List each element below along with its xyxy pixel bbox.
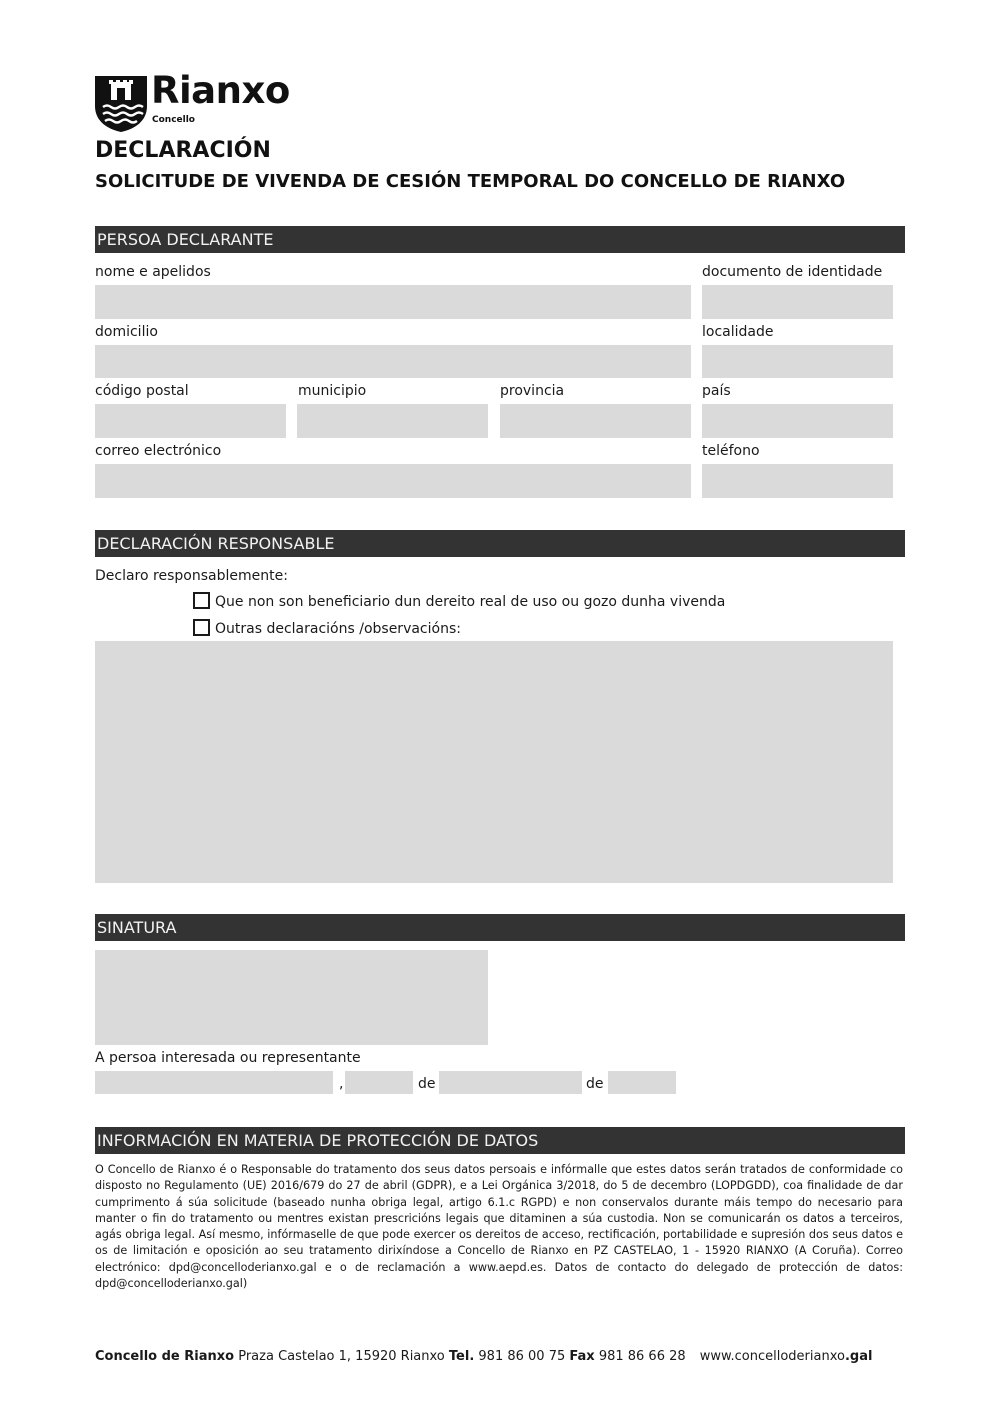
id-document-field[interactable] [702,285,893,319]
label-locality: localidade [702,324,774,340]
date-de-1: de [418,1076,436,1092]
signature-day-field[interactable] [345,1071,413,1094]
date-de-2: de [586,1076,604,1092]
label-country: país [702,383,731,399]
footer-fax-label: Fax [569,1349,595,1364]
logo-wordmark: Rianxo [151,69,290,112]
signature-place-field[interactable] [95,1071,333,1094]
province-field[interactable] [500,404,691,438]
postal-code-field[interactable] [95,404,286,438]
name-field[interactable] [95,285,691,319]
signature-box[interactable] [95,950,488,1045]
rianxo-shield-logo-icon [95,76,147,132]
label-email: correo electrónico [95,443,222,459]
label-phone: teléfono [702,443,760,459]
document-title: DECLARACIÓN [95,138,271,163]
observations-textarea[interactable] [95,641,893,883]
footer-fax: 981 86 66 28 [598,1349,686,1364]
checkbox-not-beneficiary[interactable] [193,592,210,609]
option-not-beneficiary-label: Que non son beneficiario dun dereito real de uso ou gozo dunha vivenda [215,594,726,610]
footer-contact [95,1349,872,1364]
municipality-field[interactable] [297,404,488,438]
date-comma: , [339,1076,344,1092]
logo-subtitle: Concello [152,115,195,125]
signer-label: A persoa interesada ou representante [95,1050,361,1066]
section-header-signature: SINATURA [95,914,905,941]
section-header-privacy: INFORMACIÓN EN MATERIA DE PROTECCIÓN DE DATOS [95,1127,905,1154]
email-field[interactable] [95,464,691,498]
privacy-notice-text: O Concello de Rianxo é o Responsable do tratamento dos seus datos persoais e infórmalle que estes datos serán tratados de conformidade co disposto no Regulamento (UE) 2016/679 do 27 de abril (GDPR), e a Lei Orgánica 3/2018, do 5 de decembro (LOPDGDD), coa finalidade de dar cumprimento á súa solicitude (baseado nunha obriga legal, artigo 6.1.c RGPD) e non conservalos durante máis tempo do necesario para manter o fin do tratamento ou mentres existan prescricións legais que ditaminen a súa custodia. Non se comunicarán os datos a terceiros, agás obriga legal. Así mesmo, infórmaselle de que pode exercer os dereitos de acceso, rectificación, portabilidade e supresión dos seus datos e os de limitación e oposición ao seu tratamento dirixíndose a Concello de Rianxo en PZ CASTELAO, 1 - 15920 RIANXO (A Coruña). Correo electrónico: dpd@concelloderianxo.gal e o de reclamación a www.aepd.es. Datos de contacto do delegado de protección de datos: dpd@concelloderianxo.gal) [95,1163,903,1291]
signature-month-field[interactable] [439,1071,582,1094]
footer-address: Praza Castelao 1, 15920 Rianxo [238,1349,445,1364]
label-postal-code: código postal [95,383,189,399]
footer-web-prefix[interactable]: www.concelloderianxo [699,1349,845,1364]
label-id-document: documento de identidade [702,264,883,280]
declaration-intro: Declaro responsablemente: [95,568,288,584]
label-name: nome e apelidos [95,264,211,280]
signature-year-field[interactable] [608,1071,676,1094]
label-municipality: municipio [298,383,367,399]
section-header-declarant: PERSOA DECLARANTE [95,226,905,253]
document-subtitle: SOLICITUDE DE VIVENDA DE CESIÓN TEMPORAL DO CONCELLO DE RIANXO [95,171,846,192]
phone-field[interactable] [702,464,893,498]
country-field[interactable] [702,404,893,438]
footer-web-suffix[interactable]: .gal [844,1349,873,1364]
label-address: domicilio [95,324,158,340]
option-other-declarations-label: Outras declaracións /observacións: [215,621,461,637]
footer-org: Concello de Rianxo [95,1349,235,1364]
footer-tel-label: Tel. [448,1349,475,1364]
footer-tel: 981 86 00 75 [478,1349,566,1364]
address-field[interactable] [95,345,691,378]
locality-field[interactable] [702,345,893,378]
section-header-declaration: DECLARACIÓN RESPONSABLE [95,530,905,557]
label-province: provincia [500,383,565,399]
checkbox-other-declarations[interactable] [193,619,210,636]
